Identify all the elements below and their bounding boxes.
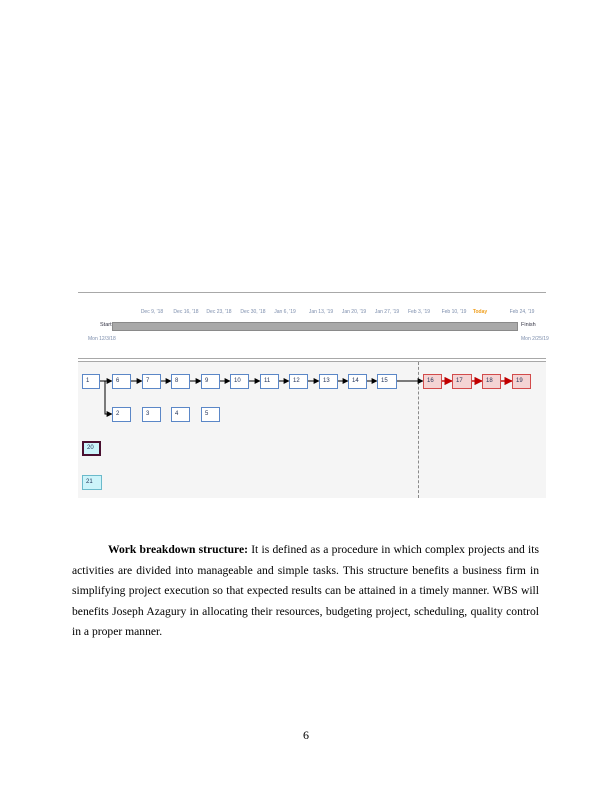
task-node[interactable]: 5: [201, 407, 220, 422]
timeline-date: Jan 13, '19: [308, 309, 334, 315]
task-node[interactable]: 3: [142, 407, 161, 422]
task-node-completed[interactable]: 19: [512, 374, 531, 389]
page-number: 6: [303, 728, 309, 742]
body-paragraph: [72, 540, 539, 643]
timeline-finish-date: Mon 2/25/19: [521, 336, 549, 342]
timeline-bar: [112, 322, 518, 331]
task-node[interactable]: 14: [348, 374, 367, 389]
task-node[interactable]: 21: [82, 475, 102, 490]
timeline-date: Dec 30, '18: [240, 309, 266, 315]
task-node[interactable]: 6: [112, 374, 131, 389]
timeline-start-label: Start: [100, 322, 112, 328]
task-node[interactable]: 1: [82, 374, 100, 389]
network-diagram-area: [78, 362, 546, 498]
timeline-bottom-rule: [78, 358, 546, 359]
timeline-finish-label: Finish: [521, 322, 536, 328]
task-node[interactable]: 11: [260, 374, 279, 389]
timeline-date: Dec 23, '18: [206, 309, 232, 315]
timeline-date: Jan 6, '19: [274, 309, 296, 315]
timeline-date: Feb 10, '19: [441, 309, 467, 315]
timeline-start-date: Mon 12/3/18: [88, 336, 116, 342]
timeline-date: Jan 27, '19: [374, 309, 400, 315]
task-node[interactable]: 4: [171, 407, 190, 422]
timeline-date: Dec 9, '18: [140, 309, 164, 315]
task-node[interactable]: 13: [319, 374, 338, 389]
task-node-completed[interactable]: 17: [452, 374, 472, 389]
timeline-date: Jan 20, '19: [341, 309, 367, 315]
timeline-today-marker: Today: [472, 309, 488, 315]
timeline-date: Feb 24, '19: [509, 309, 535, 315]
task-node[interactable]: 9: [201, 374, 220, 389]
task-node[interactable]: 2: [112, 407, 131, 422]
paragraph-text: It is defined as a procedure in which complex projects and its activities are divided into manageable and simple tasks. This structure benefits a business firm in simplifying project execution so that expected results can be attained in a timely manner. WBS will benefits Joseph Azagury in allocating their resources, budgeting project, scheduling, quality control in a proper manner.: [72, 543, 539, 639]
timeline-date: Feb 3, '19: [407, 309, 431, 315]
timeline-date: Dec 16, '18: [173, 309, 199, 315]
task-node-selected[interactable]: 20: [82, 441, 101, 456]
task-node-completed[interactable]: 16: [423, 374, 442, 389]
paragraph-lead: Work breakdown structure:: [108, 543, 248, 556]
task-node-completed[interactable]: 18: [482, 374, 501, 389]
task-node[interactable]: 12: [289, 374, 308, 389]
task-node[interactable]: 10: [230, 374, 249, 389]
task-node[interactable]: 8: [171, 374, 190, 389]
task-node[interactable]: 7: [142, 374, 161, 389]
network-diagram-figure: [78, 292, 549, 498]
task-node[interactable]: 15: [377, 374, 397, 389]
timeline-top-rule: [78, 292, 546, 293]
